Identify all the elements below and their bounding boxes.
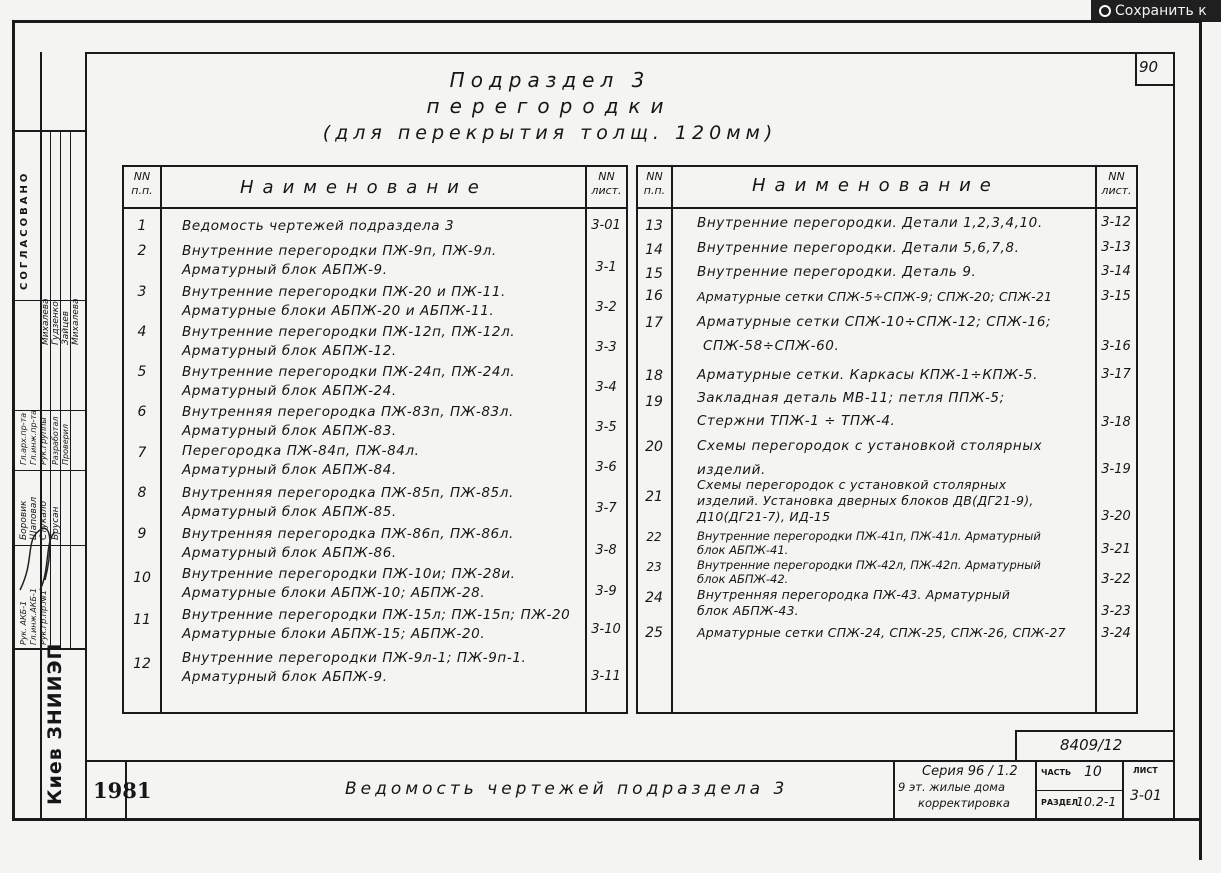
signer-name: Брусан xyxy=(51,506,61,540)
left-row-num: 6 xyxy=(137,404,147,420)
left-row-text: Внутренняя перегородка ПЖ-83п, ПЖ-83л. xyxy=(182,404,514,420)
left-row-num: 10 xyxy=(133,570,151,586)
stamp-part-label: ЧАСТЬ xyxy=(1041,768,1072,777)
right-row-text: Внутренняя перегородка ПЖ-43. Арматурный xyxy=(697,587,1011,602)
right-row-text: блок АБПЖ-43. xyxy=(697,603,799,618)
right-row-text: изделий. Установка дверных блоков ДВ(ДГ21-9), xyxy=(697,493,1034,508)
stamp-top-line xyxy=(87,760,1175,762)
left-row-sheet: 3-7 xyxy=(595,501,617,516)
left-row-text: Арматурный блок АБПЖ-84. xyxy=(182,462,397,478)
left-row-text: Арматурные блоки АБПЖ-20 и АБПЖ-11. xyxy=(182,303,495,319)
right-row-text: Схемы перегородок с установкой столярных xyxy=(697,438,1043,454)
right-header-num: NN п.п. xyxy=(643,170,666,197)
frame-bottom-line xyxy=(12,818,1202,821)
stamp-docnum-top xyxy=(1015,730,1175,732)
left-row-num: 2 xyxy=(137,243,147,259)
left-row-text: Внутренняя перегородка ПЖ-86п, ПЖ-86л. xyxy=(182,526,514,542)
right-row-sheet: 3-18 xyxy=(1101,415,1131,430)
left-row-num: 4 xyxy=(137,324,147,340)
inner-top-line xyxy=(85,52,1175,54)
signature-scribbles xyxy=(15,520,70,600)
left-row-text: Внутренние перегородки ПЖ-12п, ПЖ-12л. xyxy=(182,324,516,340)
right-row-num: 20 xyxy=(645,439,663,455)
inner-right-line xyxy=(1173,52,1175,820)
right-row-num: 21 xyxy=(645,489,663,505)
left-row-num: 9 xyxy=(137,526,147,542)
right-row-text: Внутренние перегородки. Детали 1,2,3,4,10. xyxy=(697,215,1043,231)
signer-name: Боровик xyxy=(19,500,29,540)
right-row-text: Внутренние перегородки ПЖ-41п, ПЖ-41л. Арматурный xyxy=(697,529,1041,543)
right-row-num: 22 xyxy=(646,530,662,544)
left-row-sheet: 3-5 xyxy=(595,420,617,435)
stamp-year: 1981 xyxy=(93,778,152,803)
right-row-sheet: 3-13 xyxy=(1101,240,1131,255)
right-row-text: Закладная деталь МВ-11; петля ППЖ-5; xyxy=(697,390,1005,406)
stamp-docnum-left xyxy=(1015,730,1017,760)
stamp-series-desc1: 9 эт. жилые дома xyxy=(898,780,1005,794)
stamp-title-divider xyxy=(893,760,895,820)
stamp-series-desc2: корректировка xyxy=(918,796,1010,810)
right-row-sheet: 3-12 xyxy=(1101,215,1131,230)
left-row-num: 12 xyxy=(133,656,151,672)
right-row-num: 15 xyxy=(645,266,663,282)
stamp-section-label: РАЗДЕЛ xyxy=(1041,798,1078,807)
left-table-col1 xyxy=(160,165,162,714)
frame-top-line xyxy=(12,20,1202,23)
left-header-sheet: NN лист. xyxy=(591,170,622,197)
right-row-sheet: 3-21 xyxy=(1101,542,1131,557)
right-row-text: СПЖ-58÷СПЖ-60. xyxy=(703,338,840,354)
left-row-text: Внутренние перегородки ПЖ-10и; ПЖ-28и. xyxy=(182,566,516,582)
stamp-title: Ведомость чертежей подраздела 3 xyxy=(345,779,789,799)
sheet-box-bottom xyxy=(1135,84,1175,86)
approval-label: СОГЛАСОВАНО xyxy=(19,170,30,290)
left-row-text: Арматурный блок АБПЖ-9. xyxy=(182,262,388,278)
stamp-list-value: 3-01 xyxy=(1130,788,1162,804)
side-stamp-top xyxy=(15,130,87,132)
right-row-text: Арматурные сетки СПЖ-24, СПЖ-25, СПЖ-26, СПЖ-27 xyxy=(697,625,1066,640)
left-row-sheet: 3-1 xyxy=(595,260,617,275)
right-row-sheet: 3-23 xyxy=(1101,604,1131,619)
right-row-num: 25 xyxy=(645,625,663,641)
left-row-num: 11 xyxy=(133,612,151,628)
doc-number: 8409/12 xyxy=(1060,736,1123,754)
left-row-num: 8 xyxy=(137,485,147,501)
right-row-text: Арматурные сетки. Каркасы КПЖ-1÷КПЖ-5. xyxy=(697,367,1038,383)
left-row-sheet: 3-9 xyxy=(595,584,617,599)
right-header-name: Наименование xyxy=(752,175,1000,196)
left-table-top xyxy=(122,165,628,167)
left-row-sheet: 3-4 xyxy=(595,380,617,395)
right-row-text: Схемы перегородок с установкой столярных xyxy=(697,477,1007,492)
right-row-num: 23 xyxy=(646,560,662,574)
right-row-num: 17 xyxy=(645,315,663,331)
title-line-3: (для перекрытия толщ. 120мм) xyxy=(322,122,778,144)
left-row-num: 1 xyxy=(137,218,147,234)
organization-label: Киев ЗНИИЭП xyxy=(44,642,66,805)
right-row-sheet: 3-17 xyxy=(1101,367,1131,382)
left-row-sheet: 3-2 xyxy=(595,300,617,315)
title-line-1: Подраздел 3 xyxy=(449,68,651,92)
right-row-text: Внутренние перегородки ПЖ-42л, ПЖ-42п. Арматурный xyxy=(697,558,1041,572)
right-table-right xyxy=(1136,165,1138,714)
left-row-sheet: 3-11 xyxy=(591,669,621,684)
right-table-bottom xyxy=(636,712,1138,714)
right-row-num: 16 xyxy=(645,288,663,304)
left-table-bottom xyxy=(122,712,628,714)
left-header-name: Наименование xyxy=(240,177,488,198)
left-row-text: Арматурный блок АБПЖ-24. xyxy=(182,383,397,399)
role-label: Гл.инж.АКБ-1 xyxy=(29,588,38,645)
stamp-part-row-line xyxy=(1035,790,1123,791)
right-table-col1 xyxy=(671,165,673,714)
frame-right-line xyxy=(1199,20,1202,860)
title-line-2: перегородки xyxy=(426,94,674,118)
right-row-text: блок АБПЖ-42. xyxy=(697,572,789,586)
right-row-num: 19 xyxy=(645,394,663,410)
role-label: Проверил xyxy=(61,423,70,465)
right-table-left xyxy=(636,165,638,714)
left-table-right xyxy=(626,165,628,714)
left-row-text: Арматурные блоки АБПЖ-15; АБПЖ-20. xyxy=(182,626,486,642)
left-row-text: Арматурный блок АБПЖ-85. xyxy=(182,504,397,520)
sheet-number: 90 xyxy=(1139,58,1159,76)
signer-name: Зайцев xyxy=(61,310,71,345)
stamp-section-value: 10.2-1 xyxy=(1076,794,1117,809)
stamp-series: Серия 96 / 1.2 xyxy=(922,764,1018,779)
right-table-header-bottom xyxy=(636,207,1138,209)
side-stamp-row-2 xyxy=(15,410,87,411)
right-row-text: Внутренние перегородки. Деталь 9. xyxy=(697,264,977,280)
right-row-sheet: 3-15 xyxy=(1101,289,1131,304)
right-row-text: изделий. xyxy=(697,462,766,478)
right-row-text: Внутренние перегородки. Детали 5,6,7,8. xyxy=(697,240,1020,256)
left-row-sheet: 3-6 xyxy=(595,460,617,475)
right-row-text: Арматурные сетки СПЖ-10÷СПЖ-12; СПЖ-16; xyxy=(697,314,1052,330)
left-row-text: Перегородка ПЖ-84п, ПЖ-84л. xyxy=(182,443,420,459)
sheet-box-left xyxy=(1135,54,1137,84)
role-label: Гл.инж.пр-та xyxy=(29,409,38,465)
left-table-header-bottom xyxy=(122,207,628,209)
right-header-sheet: NN лист. xyxy=(1101,170,1132,197)
edit-icon xyxy=(1099,5,1111,17)
right-row-text: Арматурные сетки СПЖ-5÷СПЖ-9; СПЖ-20; СПЖ-21 xyxy=(697,289,1053,304)
left-row-text: Внутренние перегородки ПЖ-15л; ПЖ-15п; ПЖ-20 xyxy=(182,607,571,623)
right-table-top xyxy=(636,165,1138,167)
stamp-list-label: ЛИСТ xyxy=(1133,766,1158,775)
save-image-button[interactable] xyxy=(1091,0,1221,22)
left-row-num: 7 xyxy=(137,445,147,461)
left-row-sheet: 3-3 xyxy=(595,340,617,355)
signer-name: Стукало xyxy=(39,500,49,540)
right-row-sheet: 3-16 xyxy=(1101,339,1131,354)
left-row-text: Ведомость чертежей подраздела 3 xyxy=(182,218,455,234)
inner-left-line xyxy=(85,52,87,820)
left-row-sheet: 3-8 xyxy=(595,543,617,558)
left-row-text: Арматурные блоки АБПЖ-10; АБПЖ-28. xyxy=(182,585,486,601)
signer-name: Михалева xyxy=(71,298,81,345)
signer-name: Шаповал xyxy=(29,496,39,540)
right-row-text: Д10(ДГ21-7), ИД-15 xyxy=(697,509,831,524)
left-row-text: Арматурный блок АБПЖ-83. xyxy=(182,423,397,439)
left-row-text: Внутренние перегородки ПЖ-9п, ПЖ-9л. xyxy=(182,243,497,259)
role-label: Рук. АКБ-1 xyxy=(19,600,28,645)
side-stamp-row-3 xyxy=(15,470,87,471)
right-row-sheet: 3-24 xyxy=(1101,626,1131,641)
right-row-sheet: 3-20 xyxy=(1101,509,1131,524)
left-row-text: Внутренние перегородки ПЖ-9л-1; ПЖ-9п-1. xyxy=(182,650,527,666)
role-label: Гл.арх.пр-та xyxy=(19,412,28,465)
right-row-sheet: 3-22 xyxy=(1101,572,1131,587)
left-table-left xyxy=(122,165,124,714)
right-row-num: 18 xyxy=(645,368,663,384)
save-label: Сохранить к xyxy=(1115,3,1207,19)
right-row-sheet: 3-19 xyxy=(1101,462,1131,477)
left-row-sheet: 3-01 xyxy=(591,218,621,233)
role-label: Разработал xyxy=(51,416,60,465)
frame-left-line xyxy=(12,20,15,820)
right-row-num: 14 xyxy=(645,242,663,258)
left-row-num: 5 xyxy=(137,364,147,380)
stamp-part-value: 10 xyxy=(1084,764,1102,780)
left-header-num: NN п.п. xyxy=(131,170,153,197)
right-row-text: Стержни ТПЖ-1 ÷ ТПЖ-4. xyxy=(697,413,896,429)
right-row-text: блок АБПЖ-41. xyxy=(697,543,789,557)
left-row-text: Арматурный блок АБПЖ-12. xyxy=(182,343,397,359)
left-row-text: Арматурный блок АБПЖ-9. xyxy=(182,669,388,685)
right-row-sheet: 3-14 xyxy=(1101,264,1131,279)
left-row-text: Арматурный блок АБПЖ-86. xyxy=(182,545,397,561)
left-row-sheet: 3-10 xyxy=(591,622,621,637)
right-row-num: 24 xyxy=(645,590,663,606)
role-label: Рук.гр.пр.№1 xyxy=(39,589,48,645)
right-row-num: 13 xyxy=(645,218,663,234)
role-label: Рук.группы xyxy=(39,417,48,465)
side-stamp-col-3 xyxy=(70,130,71,648)
signer-name: Гудзенко xyxy=(51,301,61,345)
left-row-text: Внутренняя перегородка ПЖ-85п, ПЖ-85л. xyxy=(182,485,514,501)
signer-name: Михалева xyxy=(41,298,51,345)
left-row-num: 3 xyxy=(137,284,147,300)
left-row-text: Внутренние перегородки ПЖ-20 и ПЖ-11. xyxy=(182,284,506,300)
left-row-text: Внутренние перегородки ПЖ-24п, ПЖ-24л. xyxy=(182,364,516,380)
